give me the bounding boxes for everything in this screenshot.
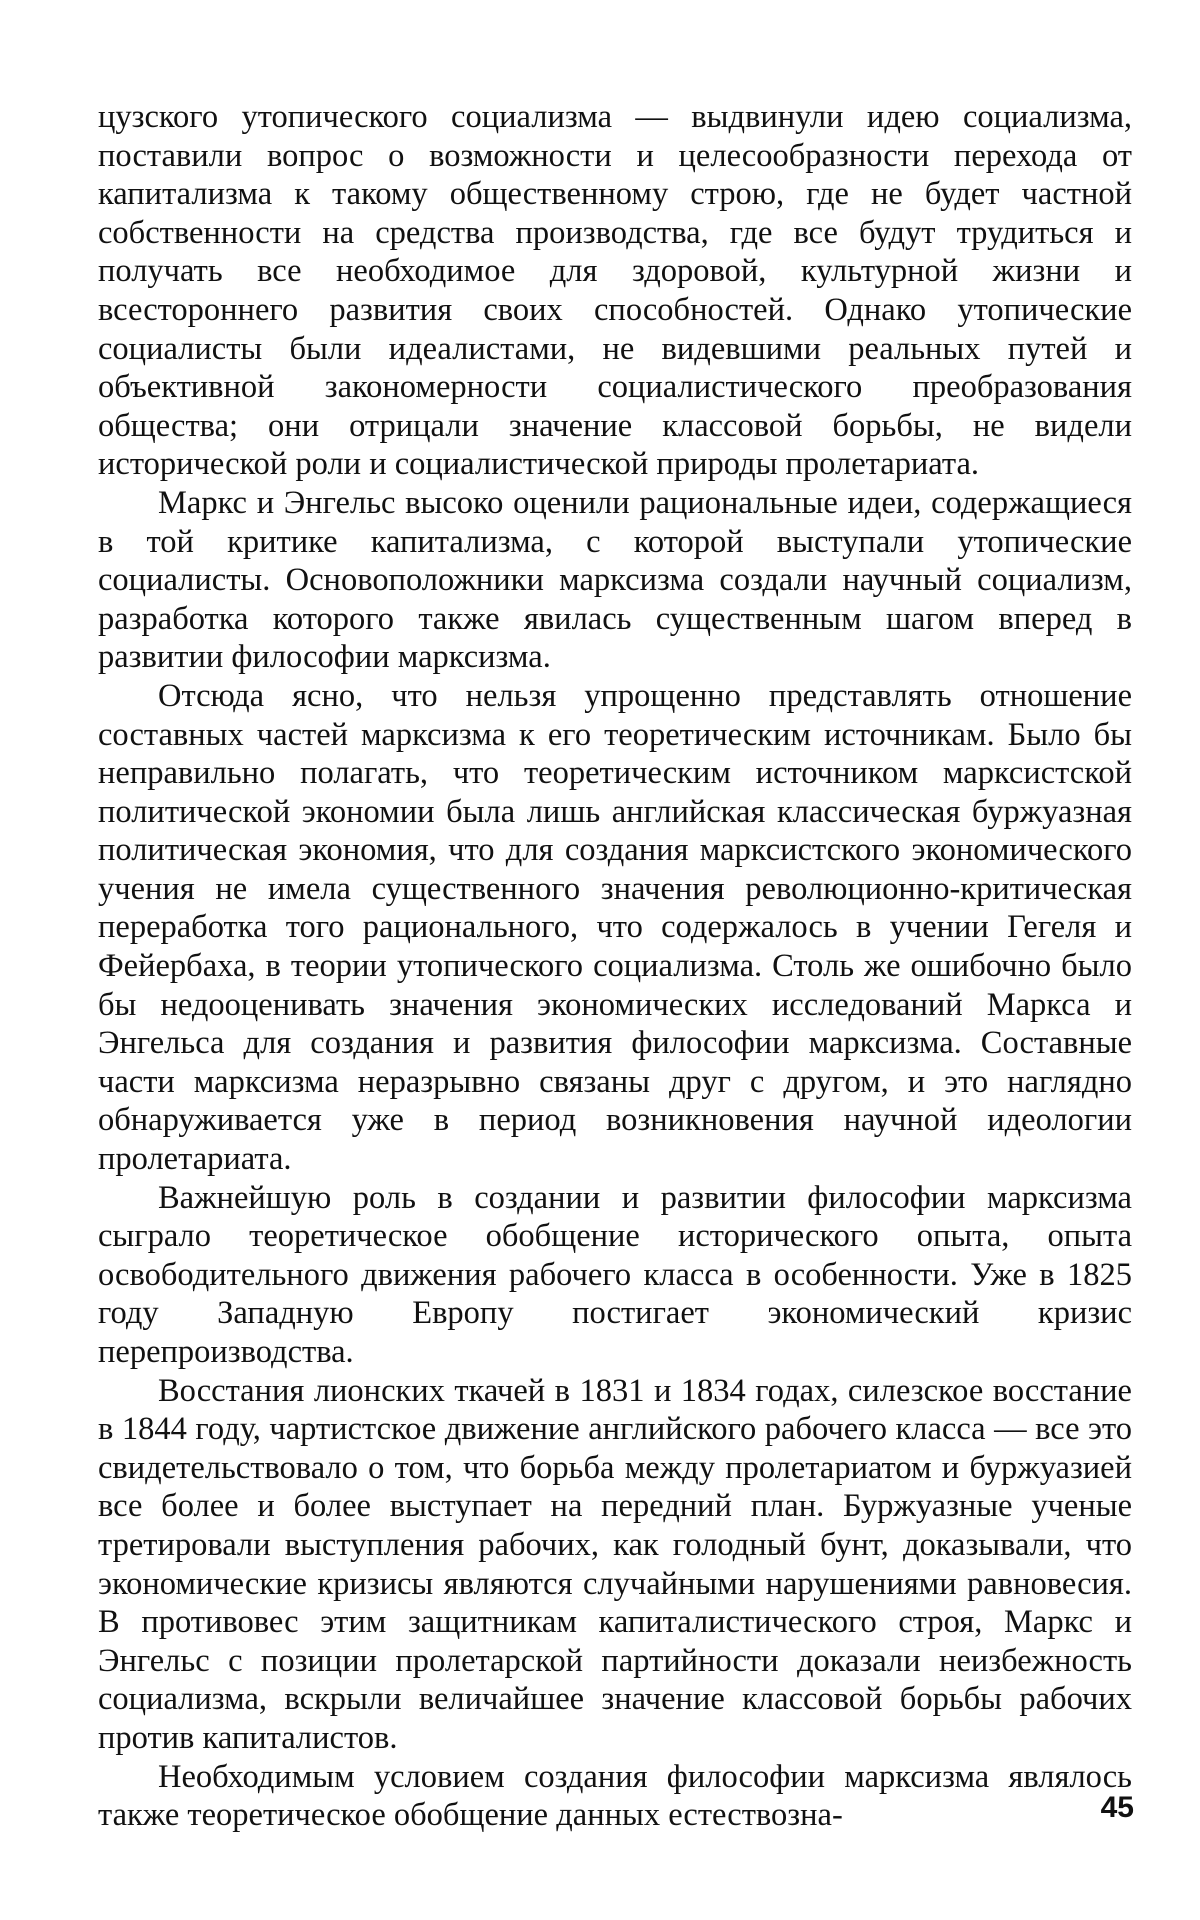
paragraph-6: Необходимым условием создания философии марксизма являлось также теоретическое обобщение данных естествозна- (98, 1758, 1132, 1834)
page-number: 45 (1100, 1791, 1134, 1824)
paragraph-4: Важнейшую роль в создании и развитии философии марксизма сыграло теоретическое обобщение исторического опыта, опыта освободительного движения рабочего класса в особенности. Уже в 1825 году Западную Европу постигает экономический кризис перепроизводства. (98, 1179, 1132, 1370)
paragraph-1: цузского утопического социализма — выдвинули идею социализма, поставили вопрос о возможности и целесообразности перехода от капитализма к такому общественному строю, где не будет частной собственности на средства производства, где все будут трудиться и получать все необходимое для здоровой, культурной жизни и всестороннего развития своих способностей. Однако утопические социалисты были идеалистами, не видевшими реальных путей и объективной закономерности социалистического преобразования общества; они отрицали значение классовой борьбы, не видели исторической роли и социалистической природы пролетариата. (98, 99, 1132, 483)
body-text (98, 98, 1132, 1835)
paragraph-2: Маркс и Энгельс высоко оценили рациональные идеи, содержащиеся в той критике капитализма, с которой выступали утопические социалисты. Основоположники марксизма создали научный социализм, разработка которого также явилась существенным шагом вперед в развитии философии марксизма. (98, 484, 1132, 676)
paragraph-5: Восстания лионских ткачей в 1831 и 1834 годах, силезское восстание в 1844 году, чартистское движение английского рабочего класса — все это свидетельствовало о том, что борьба между пролетариатом и буржуазией все более и более выступает на передний план. Буржуазные ученые третировали выступления рабочих, как голодный бунт, доказывали, что экономические кризисы являются случайными нарушениями равновесия. В противовес этим защитникам капиталистического строя, Маркс и Энгельс с позиции пролетарской партийности доказали неизбежность социализма, вскрыли величайшее значение классовой борьбы рабочих против капиталистов. (98, 1372, 1132, 1756)
paragraph-3: Отсюда ясно, что нельзя упрощенно представлять отношение составных частей марксизма к его теоретическим источникам. Было бы неправильно полагать, что теоретическим источником марксистской политической экономии была лишь английская классическая буржуазная политическая экономия, что для создания марксистского экономического учения не имела существенного значения революционно-критическая переработка того рационального, что содержалось в учении Гегеля и Фейербаха, в теории утопического социализма. Столь же ошибочно было бы недооценивать значения экономических исследований Маркса и Энгельса для создания и развития философии марксизма. Составные части марксизма неразрывно связаны друг с другом, и это наглядно обнаруживается уже в период возникновения научной идеологии пролетариата. (98, 677, 1132, 1178)
book-page (98, 98, 1132, 1888)
